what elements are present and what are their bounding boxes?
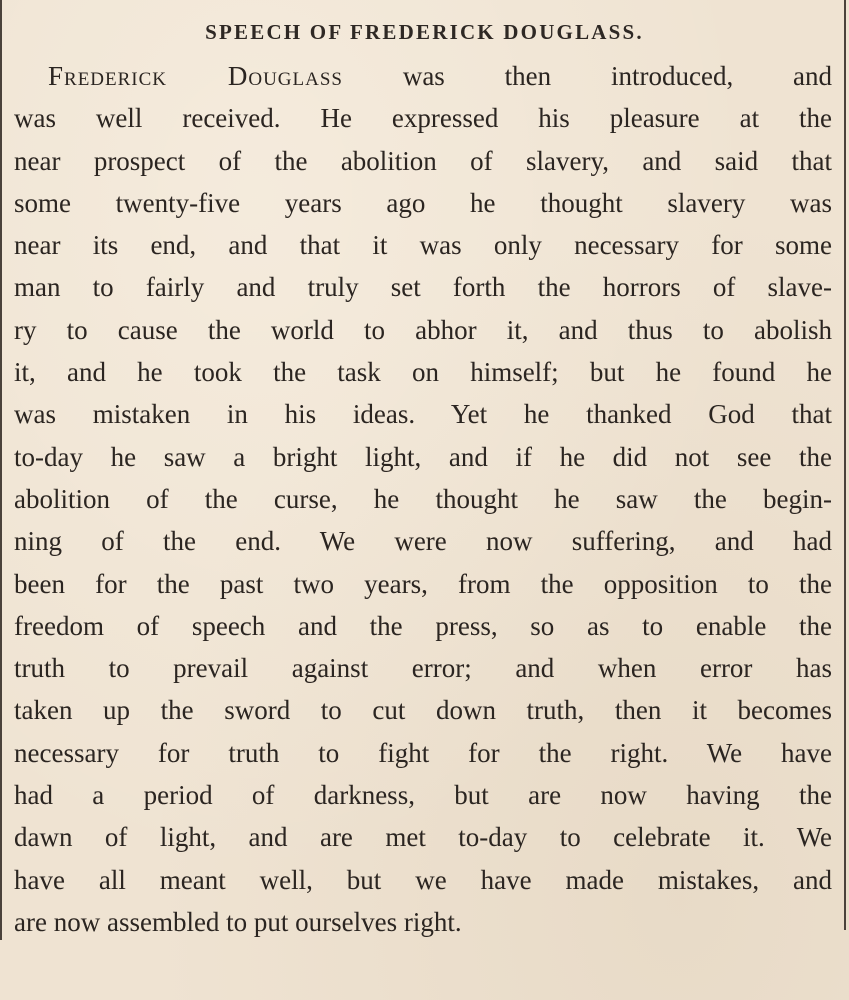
article-line	[14, 55, 832, 97]
article-line: it, and he took the task on himself; but he found he	[14, 357, 832, 388]
article-line: necessary for truth to fight for the right. We have	[14, 737, 832, 768]
article-line: freedom of speech and the press, so as to enable the	[14, 610, 832, 641]
article-line: have all meant well, but we have made mistakes, and	[14, 864, 832, 895]
article-body	[14, 55, 832, 943]
article-line: dawn of light, and are met to-day to celebrate it. We	[14, 822, 832, 853]
article-line: abolition of the curse, he thought he saw the begin-	[14, 483, 832, 514]
article-line: taken up the sword to cut down truth, then it becomes	[14, 695, 832, 726]
headline: SPEECH OF FREDERICK DOUGLASS.	[205, 20, 644, 44]
column-rule-left	[0, 0, 2, 940]
article-line: truth to prevail against error; and when error has	[14, 653, 832, 684]
column-rule-right	[844, 0, 846, 930]
article-line: near its end, and that it was only necessary for some	[14, 230, 832, 261]
article-line: ry to cause the world to abhor it, and thus to abolish	[14, 314, 832, 345]
article-line: been for the past two years, from the opposition to the	[14, 568, 832, 599]
article-line: some twenty-five years ago he thought slavery was	[14, 187, 832, 218]
article-line: are now assembled to put ourselves right.	[14, 906, 462, 937]
article-line: was well received. He expressed his pleasure at the	[14, 103, 832, 134]
article-line: was mistaken in his ideas. Yet he thanked God that	[14, 399, 832, 430]
speaker-name: Frederick Douglass	[48, 61, 343, 91]
article-line: to-day he saw a bright light, and if he did not see the	[14, 441, 832, 472]
first-line-text: was then introduced, and	[402, 61, 833, 91]
article-line: ning of the end. We were now suffering, and had	[14, 526, 832, 557]
article-line: near prospect of the abolition of slavery, and said that	[14, 145, 832, 176]
article-line: had a period of darkness, but are now having the	[14, 780, 832, 811]
article-line: man to fairly and truly set forth the horrors of slave-	[14, 272, 832, 303]
